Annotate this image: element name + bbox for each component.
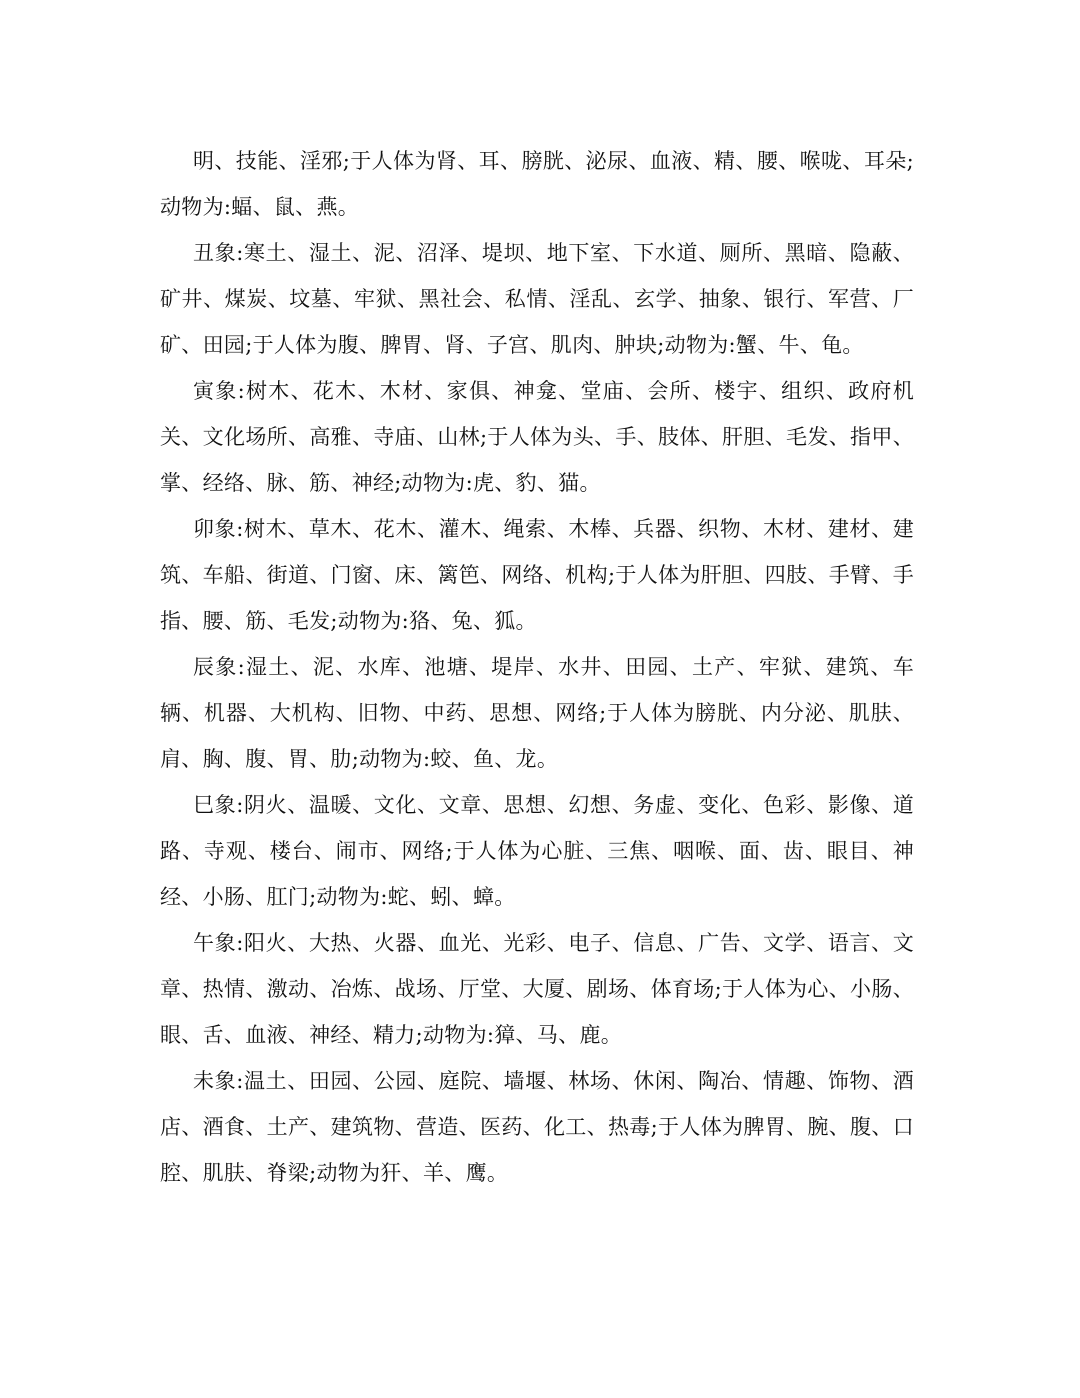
paragraph-chou	[160, 230, 914, 368]
text-line: 丑象:寒土、湿土、泥、沼泽、堤坝、地下室、下水道、厕所、黑暗、隐蔽、	[193, 241, 914, 265]
paragraph-yin	[160, 368, 914, 506]
text-line: 经、小肠、肛门;动物为:蛇、蚓、蟑。	[160, 885, 516, 909]
text-line: 巳象:阴火、温暖、文化、文章、思想、幻想、务虚、变化、色彩、影像、道	[193, 793, 914, 817]
text-line: 矿井、煤炭、坟墓、牢狱、黑社会、私情、淫乱、玄学、抽象、银行、军营、厂	[160, 287, 914, 311]
text-line: 辆、机器、大机构、旧物、中药、思想、网络;于人体为膀胱、内分泌、肌肤、	[160, 701, 914, 725]
text-line: 辰象:湿土、泥、水库、池塘、堤岸、水井、田园、土产、牢狱、建筑、车	[193, 655, 914, 679]
text-line: 动物为:蝠、鼠、燕。	[160, 195, 360, 219]
text-line: 腔、肌肤、脊梁;动物为犴、羊、鹰。	[160, 1161, 509, 1185]
paragraph-zi-continued	[160, 138, 914, 230]
text-line: 明、技能、淫邪;于人体为肾、耳、膀胱、泌尿、血液、精、腰、喉咙、耳朵;	[193, 149, 914, 173]
paragraph-wu	[160, 920, 914, 1058]
text-line: 肩、胸、腹、胃、肋;动物为:蛟、鱼、龙。	[160, 747, 559, 771]
text-line: 未象:温土、田园、公园、庭院、墙堰、林场、休闲、陶冶、情趣、饰物、酒	[193, 1069, 914, 1093]
text-line: 关、文化场所、高雅、寺庙、山林;于人体为头、手、肢体、肝胆、毛发、指甲、	[160, 425, 914, 449]
paragraph-mao	[160, 506, 914, 644]
text-line: 筑、车船、街道、门窗、床、篱笆、网络、机构;于人体为肝胆、四肢、手臂、手	[160, 563, 914, 587]
text-line: 寅象:树木、花木、木材、家俱、神龛、堂庙、会所、楼宇、组织、政府机	[193, 379, 914, 403]
paragraph-si	[160, 782, 914, 920]
document-body	[160, 138, 914, 1196]
text-line: 卯象:树木、草木、花木、灌木、绳索、木棒、兵器、织物、木材、建材、建	[193, 517, 914, 541]
text-line: 章、热情、激动、冶炼、战场、厅堂、大厦、剧场、体育场;于人体为心、小肠、	[160, 977, 914, 1001]
text-line: 路、寺观、楼台、闹市、网络;于人体为心脏、三焦、咽喉、面、齿、眼目、神	[160, 839, 914, 863]
paragraph-wei	[160, 1058, 914, 1196]
text-line: 指、腰、筋、毛发;动物为:狢、兔、狐。	[160, 609, 537, 633]
text-line: 掌、经络、脉、筋、神经;动物为:虎、豹、猫。	[160, 471, 601, 495]
text-line: 眼、舌、血液、神经、精力;动物为:獐、马、鹿。	[160, 1023, 623, 1047]
text-line: 午象:阳火、大热、火器、血光、光彩、电子、信息、广告、文学、语言、文	[193, 931, 914, 955]
text-line: 矿、田园;于人体为腹、脾胃、肾、子宫、肌肉、肿块;动物为:蟹、牛、龟。	[160, 333, 864, 357]
paragraph-chen	[160, 644, 914, 782]
text-line: 店、酒食、土产、建筑物、营造、医药、化工、热毒;于人体为脾胃、腕、腹、口	[160, 1115, 914, 1139]
